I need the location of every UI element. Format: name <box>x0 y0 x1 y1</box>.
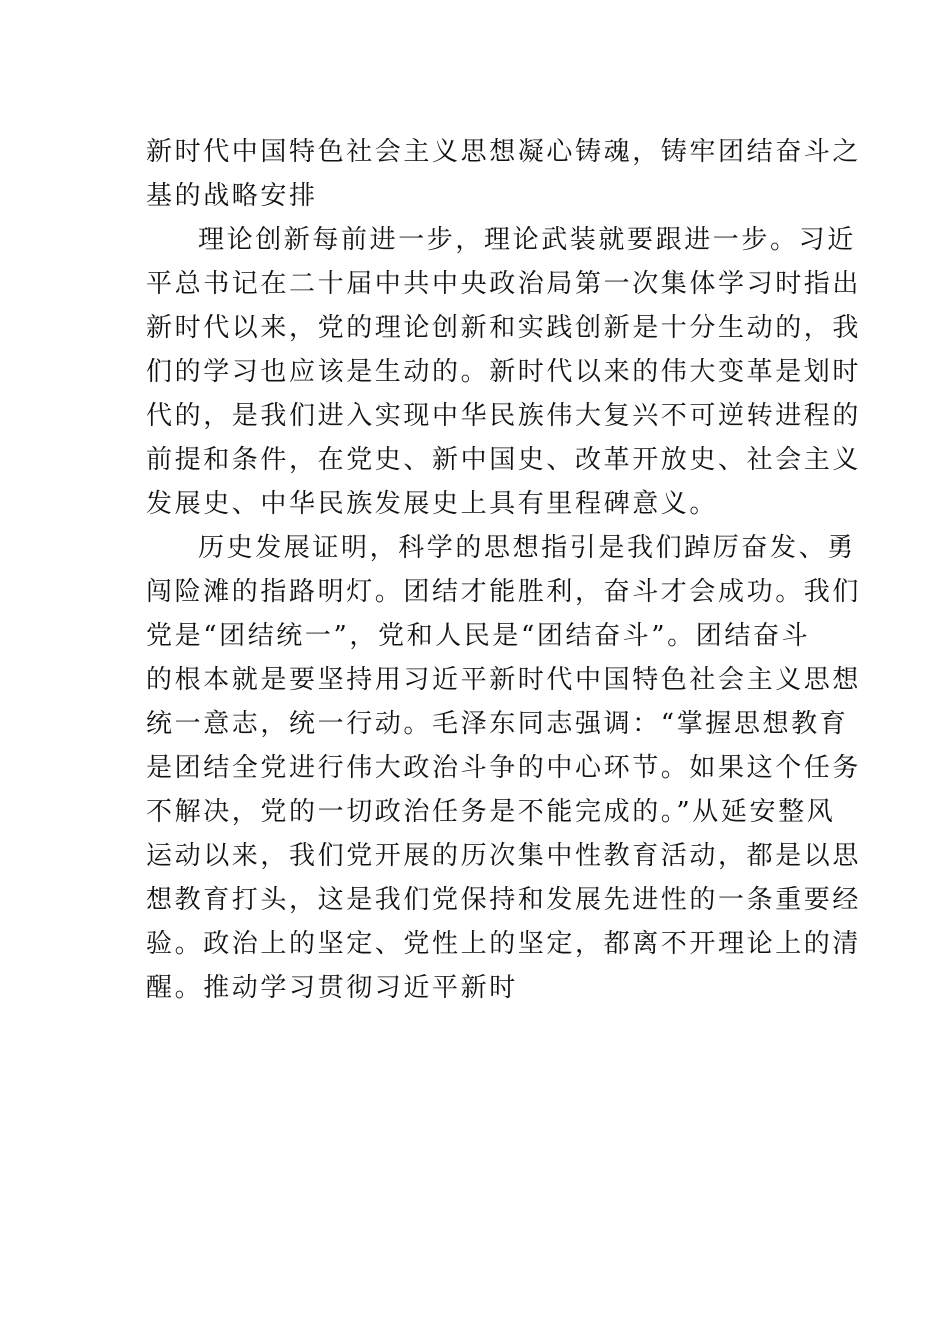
paragraph-line: 验。政治上的坚定、党性上的坚定，都离不开理论上的清 <box>146 929 862 959</box>
paragraph-line: 的根本就是要坚持用习近平新时代中国特色社会主义思想 <box>146 665 862 695</box>
paragraph-2 <box>146 218 862 526</box>
document-body <box>146 130 862 1010</box>
paragraph-line: 发展史、中华民族发展史上具有里程碑意义。 <box>146 489 719 519</box>
paragraph-line: 醒。推动学习贯彻习近平新时 <box>146 973 518 1003</box>
paragraph-line: 党是“团结统一”，党和人民是“团结奋斗”。团结奋斗 <box>146 621 811 651</box>
paragraph-line: 运动以来，我们党开展的历次集中性教育活动，都是以思 <box>146 841 862 871</box>
paragraph-1 <box>146 130 862 218</box>
paragraph-line: 历史发展证明，科学的思想指引是我们踔厉奋发、勇 <box>198 533 856 563</box>
paragraph-line: 们的学习也应该是生动的。新时代以来的伟大变革是划时 <box>146 357 862 387</box>
paragraph-3 <box>146 526 862 1010</box>
paragraph-line: 不解决，党的一切政治任务是不能完成的。”从延安整风 <box>146 797 836 827</box>
paragraph-line: 基的战略安排 <box>146 181 318 211</box>
paragraph-line: 平总书记在二十届中共中央政治局第一次集体学习时指出 <box>146 269 862 299</box>
paragraph-line: 想教育打头，这是我们党保持和发展先进性的一条重要经 <box>146 885 862 915</box>
paragraph-line: 理论创新每前进一步，理论武装就要跟进一步。习近 <box>198 225 856 255</box>
paragraph-line: 新时代中国特色社会主义思想凝心铸魂，铸牢团结奋斗之 <box>146 137 862 167</box>
paragraph-line: 前提和条件，在党史、新中国史、改革开放史、社会主义 <box>146 445 862 475</box>
paragraph-line: 闯险滩的指路明灯。团结才能胜利，奋斗才会成功。我们 <box>146 577 862 607</box>
paragraph-line: 是团结全党进行伟大政治斗争的中心环节。如果这个任务 <box>146 753 862 783</box>
paragraph-line: 新时代以来，党的理论创新和实践创新是十分生动的，我 <box>146 313 862 343</box>
paragraph-line: 统一意志，统一行动。毛泽东同志强调：“掌握思想教育 <box>146 709 849 739</box>
paragraph-line: 代的，是我们进入实现中华民族伟大复兴不可逆转进程的 <box>146 401 862 431</box>
